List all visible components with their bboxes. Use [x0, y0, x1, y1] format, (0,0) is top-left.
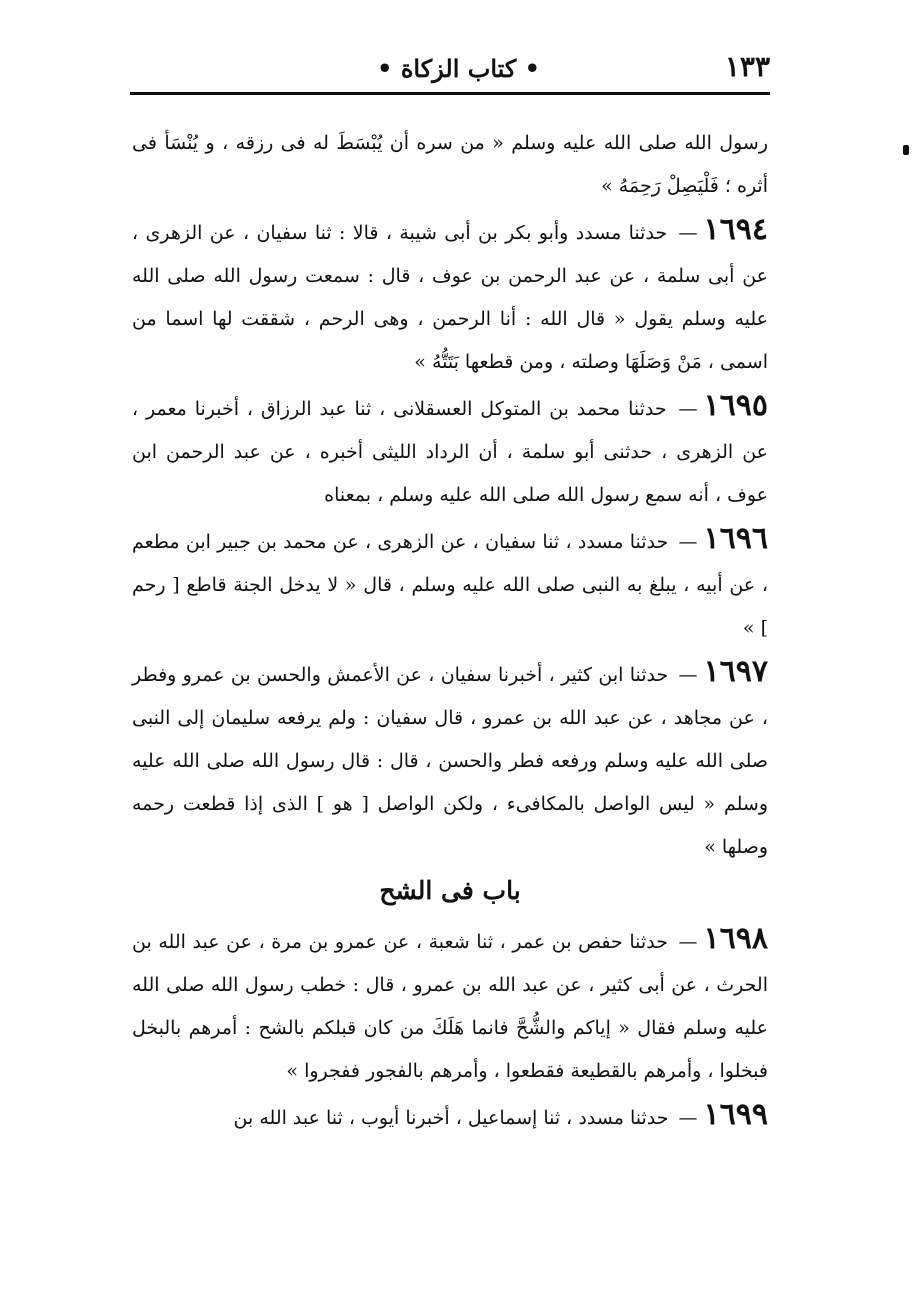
dash: — — [678, 1107, 698, 1129]
hadith-text: حدثنا ابن كثير ، أخبرنا سفيان ، عن الأعمش والحسن بن عمرو وفطر ، عن مجاهد ، عن عبد الله بن عمرو ، قال سفيان : ولم يرفعه سليمان إلى النبى صلى الله عليه وسلم ورفعه فطر والحسن ، قال : قال رسول الله صلى الله عليه وسلم « ليس الواصل بالمكافىء ، ولكن الواصل [ هو ] الذى إذا قطعت رحمه وصلها » — [132, 664, 768, 858]
hadith-text: حدثنا مسدد وأبو بكر بن أبى شيبة ، قالا : ثنا سفيان ، عن الزهرى ، عن أبى سلمة ، عن عبد الرحمن بن عوف ، قال : سمعت رسول الله صلى الله عليه وسلم يقول « قال الله : أنا الرحمن ، وهى الرحم ، شققت لها اسما من اسمى ، مَنْ وَصَلَهَا وصلته ، ومن قطعها بَتَتُّهُ » — [132, 222, 768, 373]
hadith-paragraph — [132, 917, 768, 1093]
hadith-number: ١٦٩٦ — [703, 521, 768, 556]
dash: — — [678, 931, 698, 953]
hadith-number: ١٦٩٨ — [703, 921, 768, 956]
hadith-paragraph — [132, 384, 768, 517]
hadith-paragraph — [132, 517, 768, 650]
dash: — — [678, 664, 698, 686]
hadith-text: حدثنا مسدد ، ثنا إسماعيل ، أخبرنا أيوب ، ثنا عبد الله بن — [233, 1107, 669, 1129]
body-text — [132, 122, 768, 1140]
margin-mark — [903, 145, 909, 155]
hadith-paragraph — [132, 650, 768, 869]
dash: — — [678, 398, 698, 420]
hadith-number: ١٦٩٥ — [703, 388, 768, 423]
section-heading: باب فى الشح — [379, 876, 521, 905]
dash: — — [678, 531, 698, 553]
header-rule — [130, 92, 770, 95]
hadith-paragraph — [132, 1093, 768, 1140]
hadith-paragraph — [132, 208, 768, 384]
hadith-paragraph — [132, 122, 768, 208]
hadith-number: ١٦٩٩ — [703, 1097, 768, 1132]
hadith-text: رسول الله صلى الله عليه وسلم « من سره أن يُبْسَطَ له فى رزقه ، و يُنْسَأ فى أثره ؛ فَلْيَصِلْ رَحِمَهُ » — [132, 132, 768, 197]
chapter-title: • كتاب الزكاة • — [377, 54, 540, 83]
hadith-text: حدثنا حفص بن عمر ، ثنا شعبة ، عن عمرو بن مرة ، عن عبد الله بن الحرث ، عن أبى كثير ، عن عبد الله بن عمرو ، قال : خطب رسول الله صلى الله عليه وسلم فقال « إياكم والشُّحَّ فانما هَلَكَ من كان قبلكم بالشح : أمرهم بالبخل فبخلوا ، وأمرهم بالقطيعة فقطعوا ، وأمرهم بالفجور ففجروا » — [132, 931, 768, 1082]
dash: — — [678, 222, 698, 244]
page-header — [130, 50, 770, 90]
page-number: ١٣٣ — [724, 50, 770, 83]
hadith-text: حدثنا محمد بن المتوكل العسقلانى ، ثنا عبد الرزاق ، أخبرنا معمر ، عن الزهرى ، حدثنى أبو سلمة ، أن الرداد الليثى أخبره ، عن عبد الرحمن ابن عوف ، أنه سمع رسول الله صلى الله عليه وسلم ، بمعناه — [132, 398, 768, 506]
hadith-number: ١٦٩٧ — [703, 654, 768, 689]
hadith-number: ١٦٩٤ — [703, 212, 768, 247]
hadith-text: حدثنا مسدد ، ثنا سفيان ، عن الزهرى ، عن محمد بن جبير ابن مطعم ، عن أبيه ، يبلغ به النبى صلى الله عليه وسلم ، قال « لا يدخل الجنة قاطع [ رحم ] » — [132, 531, 768, 639]
